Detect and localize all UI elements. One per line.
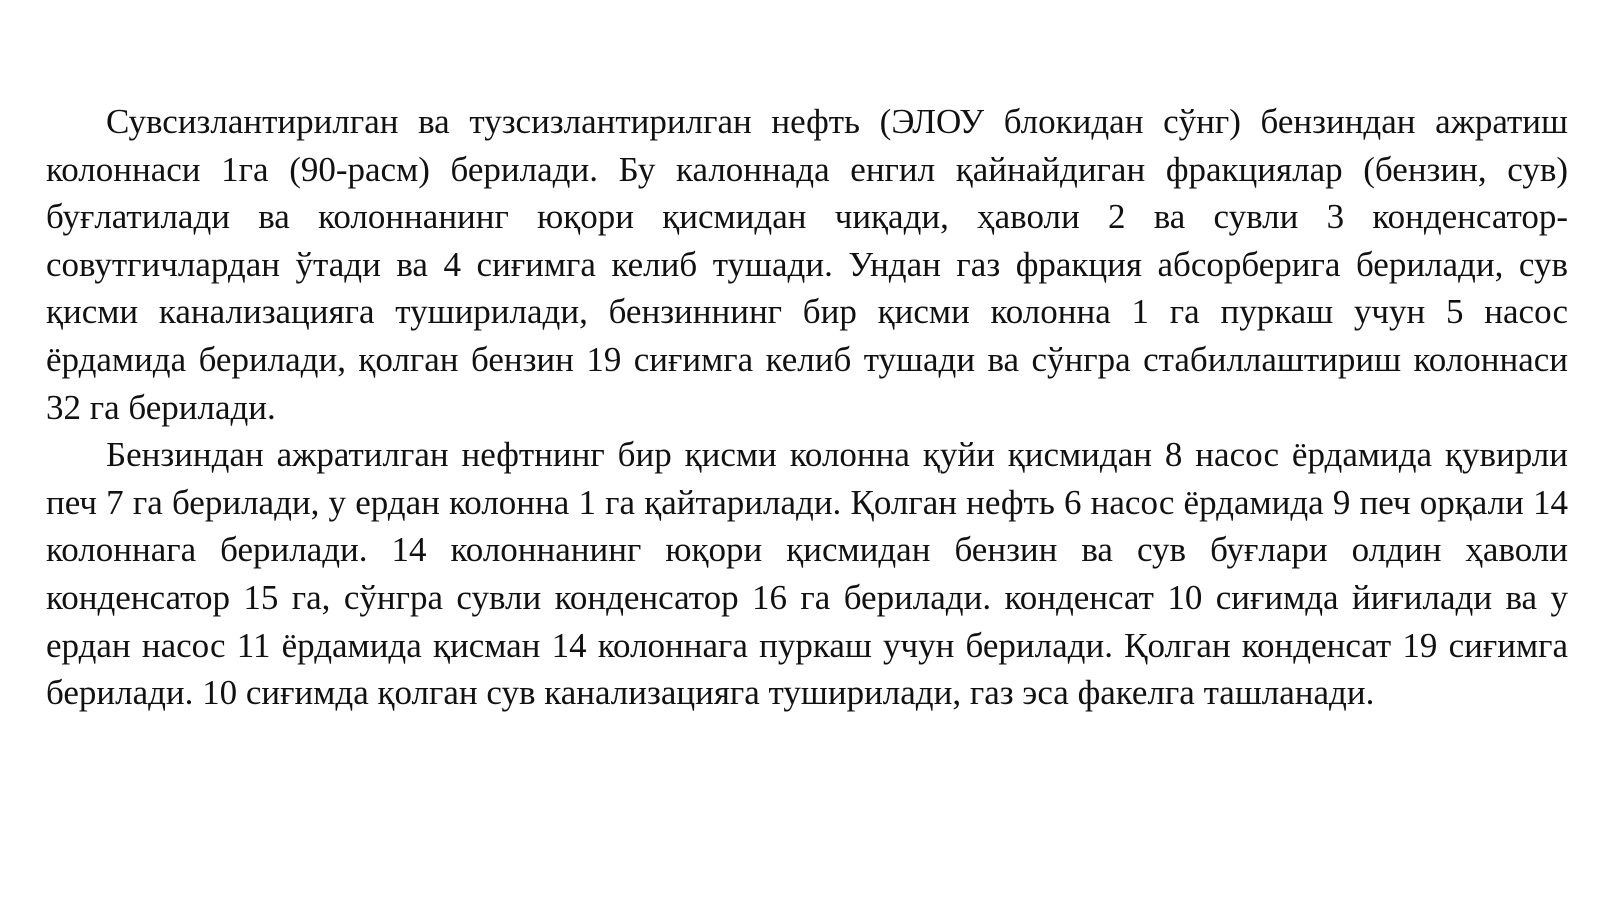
document-page	[46, 98, 1568, 717]
paragraph-2: Бензиндан ажратилган нефтнинг бир қисми колонна қуйи қисмидан 8 насос ёрдамида қувирли печ 7 га берилади, у ердан колонна 1 га қайтарилади. Қолган нефть 6 насос ёрдамида 9 печ орқали 14 колоннага берилади. 14 колоннанинг юқори қисмидан бензин ва сув буғлари олдин ҳаволи конденсатор 15 га, сўнгра сувли конденсатор 16 га берилади. конденсат 10 сиғимда йиғилади ва у ердан насос 11 ёрдамида қисман 14 колоннага пуркаш учун берилади. Қолган конденсат 19 сиғимга берилади. 10 сиғимда қолган сув канализацияга туширилади, газ эса факелга ташланади.	[46, 435, 1568, 713]
paragraph-1: Сувсизлантирилган ва тузсизлантирилган нефть (ЭЛОУ блокидан сўнг) бензиндан ажратиш колоннаси 1га (90-расм) берилади. Бу калоннада енгил қайнайдиган фракциялар (бензин, сув) буғлатилади ва колоннанинг юқори қисмидан чиқади, ҳаволи 2 ва сувли 3 конденсатор-совутгичлардан ўтади ва 4 сиғимга келиб тушади. Ундан газ фракция абсорберига берилади, сув қисми канализацияга туширилади, бензиннинг бир қисми колонна 1 га пуркаш учун 5 насос ёрдамида берилади, қолган бензин 19 сиғимга келиб тушади ва сўнгра стабиллаштириш колоннаси 32 га берилади.	[46, 102, 1568, 427]
